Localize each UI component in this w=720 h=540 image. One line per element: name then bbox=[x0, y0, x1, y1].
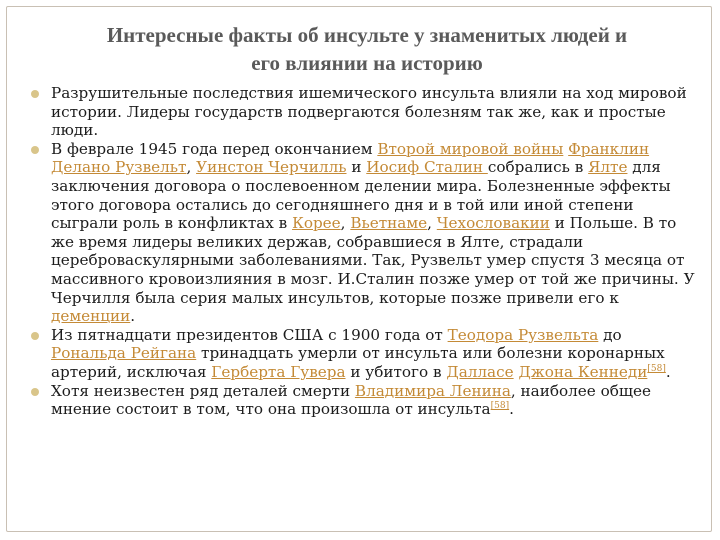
bullet-text: собрались в bbox=[487, 158, 589, 177]
title-line-1: Интересные факты об инсульте у знаменитых людей и bbox=[106, 23, 628, 47]
bullet-list bbox=[29, 84, 695, 419]
bullet-text: и bbox=[346, 158, 367, 177]
bullet-text: и убитого в bbox=[345, 362, 447, 381]
link-reagan[interactable]: Рональда Рейгана bbox=[51, 344, 197, 363]
bullet-text: В феврале 1945 года перед окончанием bbox=[51, 139, 378, 158]
link-korea[interactable]: Корее bbox=[292, 214, 341, 233]
bullet-item-2 bbox=[29, 140, 695, 326]
bullet-text: Хотя неизвестен ряд деталей смерти bbox=[51, 381, 355, 400]
bullet-item-4 bbox=[29, 382, 695, 419]
link-kennedy[interactable]: Джона Кеннеди bbox=[518, 362, 648, 381]
link-dementia[interactable]: деменции bbox=[51, 307, 131, 326]
bullet-text: . bbox=[130, 307, 136, 326]
bullet-text: , наиболее общее мнение состоит в том, что она произошла от инсульта bbox=[51, 381, 651, 419]
slide-frame bbox=[6, 6, 712, 532]
slide-title bbox=[27, 21, 707, 77]
bullet-dot-icon bbox=[31, 146, 39, 154]
link-czechoslovakia[interactable]: Чехословакии bbox=[436, 214, 550, 233]
bullet-dot-icon bbox=[31, 388, 39, 396]
link-hoover[interactable]: Герберта Гувера bbox=[211, 362, 346, 381]
bullet-item-1 bbox=[29, 84, 695, 140]
bullet-text: . bbox=[509, 400, 514, 419]
bullet-text: до bbox=[598, 325, 622, 344]
link-second-world-war[interactable]: Второй мировой войны bbox=[377, 139, 564, 158]
link-lenin[interactable]: Владимира Ленина bbox=[354, 381, 511, 400]
bullet-text: , bbox=[427, 214, 437, 233]
reference-link[interactable]: [58] bbox=[647, 363, 666, 374]
title-line-2: его влиянии на историю bbox=[251, 51, 483, 75]
bullet-text: Разрушительные последствия ишемического инсульта влияли на ход мировой истории. Лидеры государств подвергаются болезням так же, как и простые люди. bbox=[51, 84, 687, 140]
bullet-text: Из пятнадцати президентов США с 1900 года от bbox=[51, 325, 448, 344]
bullet-text: и Польше. В то же время лидеры великих держав, собравшиеся в Ялте, страдали цереброваскулярными заболеваниями. Так, Рузвельт умер спустя 3 месяца от массивного кровоизлияния в мозг. И.Сталин позже умер от той же причины. У Черчилля была серия малых инсультов, которые позже привели его к bbox=[51, 214, 695, 307]
link-churchill[interactable]: Уинстон Черчилль bbox=[196, 158, 347, 177]
link-theodore-roosevelt[interactable]: Теодора Рузвельта bbox=[447, 325, 599, 344]
bullet-text: тринадцать умерли от инсульта или болезни коронарных артерий, исключая bbox=[51, 344, 665, 381]
link-dallas[interactable]: Далласе bbox=[446, 362, 514, 381]
bullet-dot-icon bbox=[31, 90, 39, 98]
bullet-text: , bbox=[340, 214, 351, 233]
link-yalta[interactable]: Ялте bbox=[588, 158, 628, 177]
bullet-text: , bbox=[186, 158, 197, 177]
bullet-item-3 bbox=[29, 326, 695, 382]
bullet-dot-icon bbox=[31, 332, 39, 340]
link-roosevelt-fdr[interactable]: Франклин Делано Рузвельт bbox=[51, 139, 650, 177]
bullet-text: для заключения договора о послевоенном делении мира. Болезненные эффекты этого договора остались до сегодняшнего дня и в той или иной степени сыграли роль в конфликтах в bbox=[51, 158, 671, 233]
link-vietnam[interactable]: Вьетнаме bbox=[350, 214, 428, 233]
link-stalin[interactable]: Иосиф Сталин bbox=[366, 158, 488, 177]
bullet-text: . bbox=[665, 362, 671, 381]
reference-link[interactable]: [58] bbox=[490, 401, 510, 412]
